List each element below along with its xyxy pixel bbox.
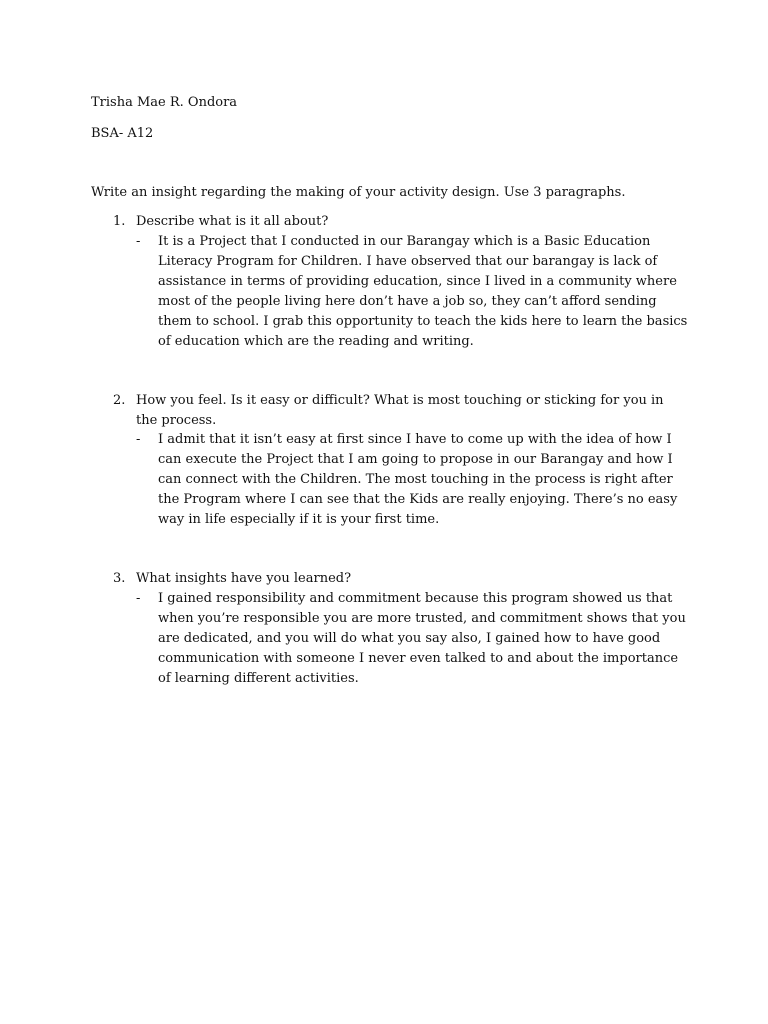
answer-text: I gained responsibility and commitment because this program showed us that when you’re responsible you are more trusted, and commitment shows that you are dedicated, and you will do what you say also, I gained how to have good communication with someone I never even talked to and about the importance of learning different activities.: [158, 591, 686, 686]
question-number: 3.: [113, 571, 126, 586]
question-text: Describe what is it all about?: [136, 214, 329, 229]
bullet-dash: -: [136, 591, 141, 606]
question-text: How you feel. Is it easy or difficult? What is most touching or sticking for you in the process.: [136, 393, 664, 428]
question-number: 2.: [113, 393, 126, 408]
assignment-prompt: Write an insight regarding the making of your activity design. Use 3 paragraphs.: [91, 185, 626, 200]
author-name: Trisha Mae R. Ondora: [91, 95, 238, 110]
bullet-dash: -: [136, 234, 141, 249]
section-code: BSA- A12: [91, 126, 154, 141]
answer-text: I admit that it isn’t easy at first since I have to come up with the idea of how I can execute the Project that I am going to propose in our Barangay and how I can connect with the Children. The most touching in the process is right after the Program where I can see that the Kids are really enjoying. There’s no easy way in life especially if it is your first time.: [158, 432, 678, 527]
answer-text: It is a Project that I conducted in our Barangay which is a Basic Education Literacy Program for Children. I have observed that our barangay is lack of assistance in terms of providing education, since I lived in a community where most of the people living here don’t have a job so, they can’t afford sending them to school. I grab this opportunity to teach the kids here to learn the basics of education which are the reading and writing.: [158, 234, 688, 349]
question-text: What insights have you learned?: [136, 571, 352, 586]
bullet-dash: -: [136, 432, 141, 447]
question-number: 1.: [113, 214, 126, 229]
